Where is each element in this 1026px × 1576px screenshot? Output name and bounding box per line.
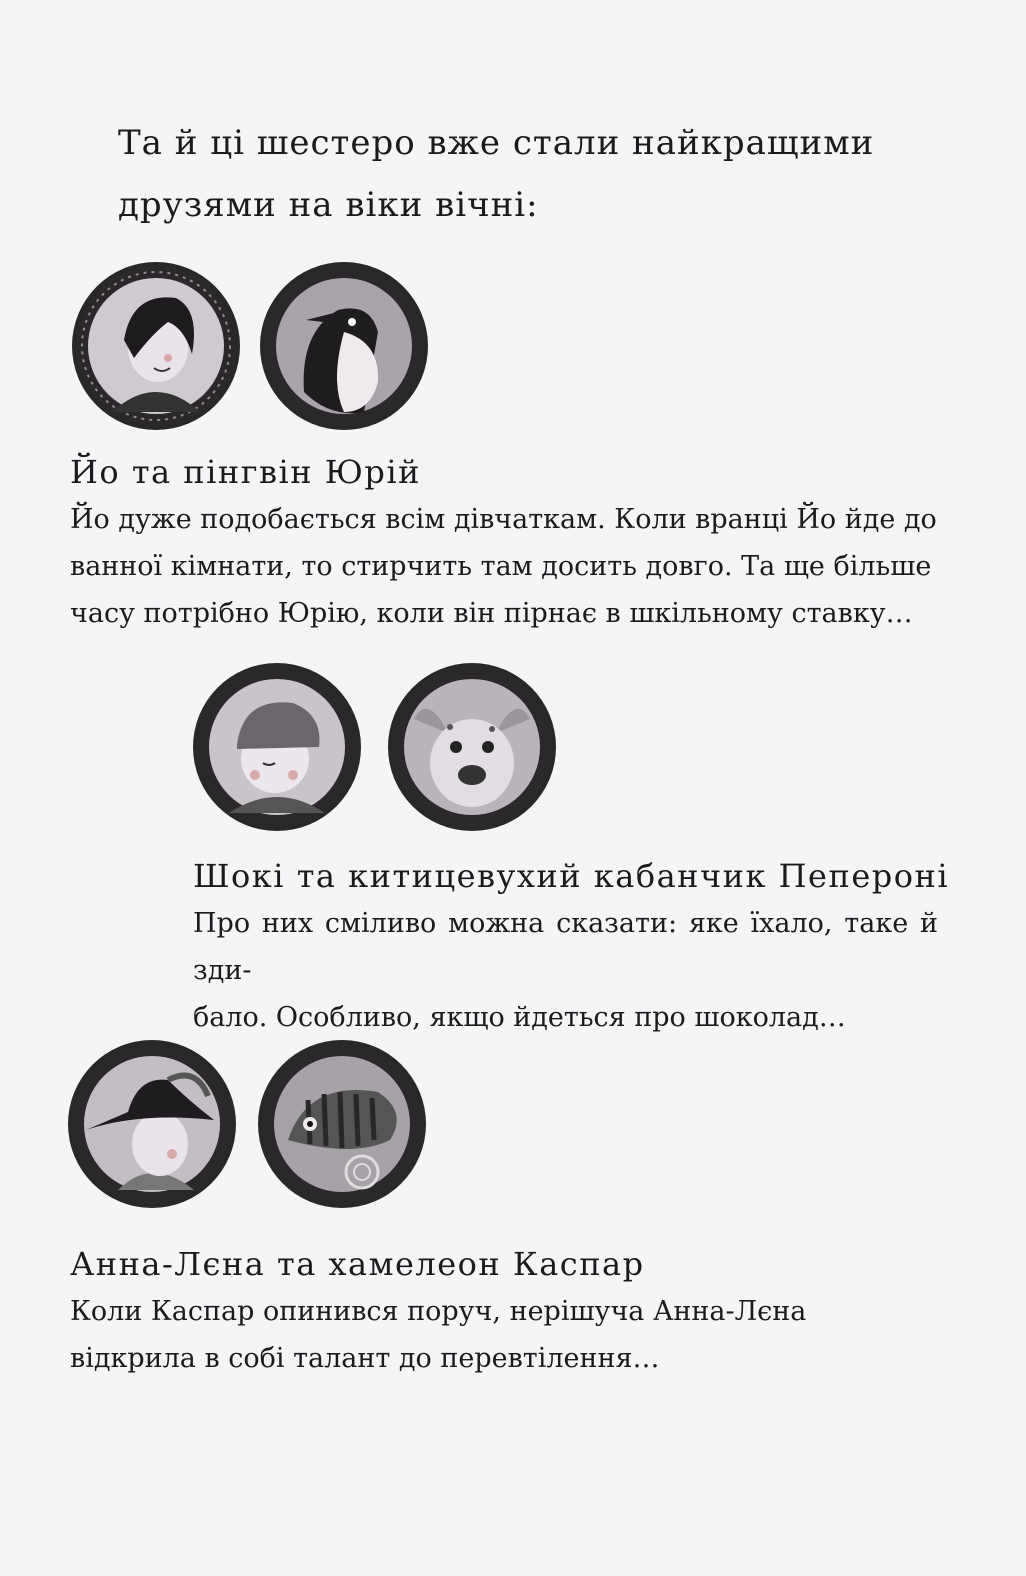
pair-3-description: [70, 1288, 938, 1382]
pair-1-line-2: ванної кімнати, то стирчить там досить довго. Та ще більше: [70, 551, 932, 582]
pair-2-description: [193, 900, 938, 1041]
girl-in-hat-portrait: [68, 1040, 236, 1208]
intro-line-1: Та й ці шестеро вже стали найкращими: [118, 123, 875, 163]
pair-3-line-2: відкрила в собі талант до перевтілення…: [70, 1343, 660, 1374]
chameleon-portrait: [258, 1040, 426, 1208]
boy-with-fringe-portrait: [72, 262, 240, 430]
pair-1-title: Йо та пінгвін Юрій: [70, 453, 421, 491]
pair-1-line-3: часу потрібно Юрію, коли він пірнає в шкільному ставку…: [70, 598, 913, 629]
pair-3-title: Анна-Лєна та хамелеон Каспар: [70, 1245, 645, 1283]
boar-portrait: [388, 663, 556, 831]
pair-1-line-1: Йо дуже подобається всім дівчаткам. Коли вранці Йо йде до: [70, 504, 937, 535]
pair-2-line-1: Про них сміливо можна сказати: яке їхало, таке й зди-: [193, 908, 938, 986]
boy-in-cap-portrait: [193, 663, 361, 831]
pair-3-line-1: Коли Каспар опинився поруч, нерішуча Анна-Лєна: [70, 1296, 807, 1327]
pair-1-description: [70, 496, 938, 637]
penguin-portrait: [260, 262, 428, 430]
pair-2-title: Шокі та китицевухий кабанчик Пепероні: [193, 857, 950, 895]
intro-text: [118, 112, 918, 236]
intro-line-2: друзями на віки вічні:: [118, 185, 539, 225]
pair-2-line-2: бало. Особливо, якщо йдеться про шоколад…: [193, 1002, 846, 1033]
